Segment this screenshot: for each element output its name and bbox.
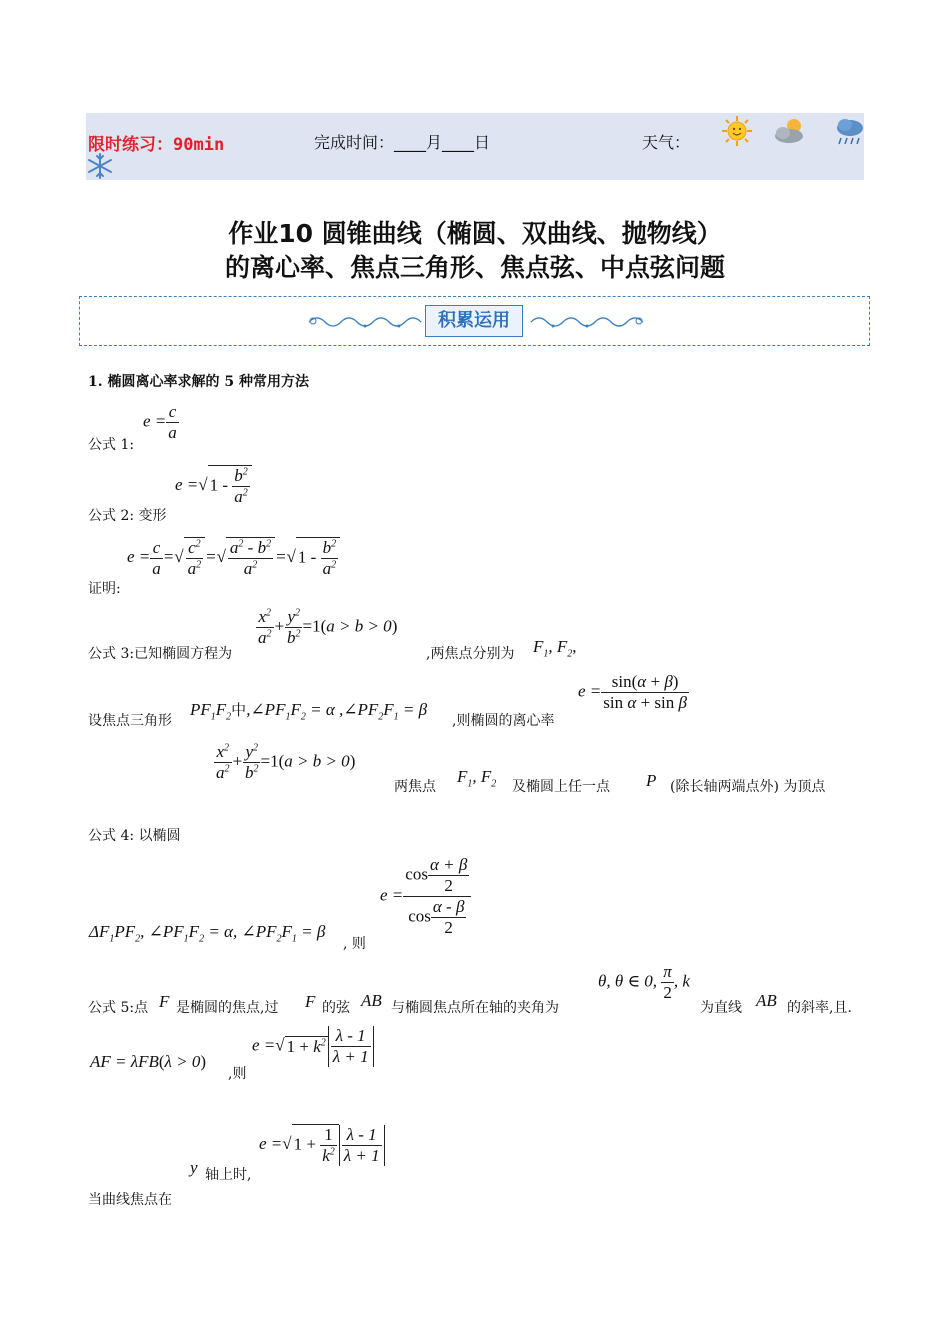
formula4-foci: $F_1$, $F_2$: [457, 767, 497, 790]
formula5-text-b: 是椭圆的焦点,过: [176, 1000, 279, 1016]
formula2-label: 公式 2: 变形: [88, 508, 167, 524]
formula5-condition: AF = λFB(λ > 0): [90, 1052, 207, 1071]
rain-cloud-icon: [833, 116, 867, 148]
partly-cloudy-icon: [771, 116, 811, 146]
page-title-line1: 作业10 圆锥曲线（椭圆、双曲线、抛物线）: [228, 219, 722, 248]
formula5-text-d: 与椭圆焦点所在轴的夹角为: [391, 1000, 559, 1016]
y-axis-text: 轴上时,: [205, 1167, 252, 1183]
formula5-text-e: 为直线: [700, 1000, 742, 1016]
formula5-eccentricity-y: e =√ 1 + $\frac{1}{k^2}$ $\frac{\lambda - 1}{\lambda + 1}$: [259, 1124, 385, 1166]
time-limit-label: 限时练习：90min: [88, 135, 225, 155]
formula5-angle: θ, θ ∈ 0, $\frac{\pi}{2}$ , k: [598, 962, 690, 1002]
wave-decoration-left-icon: [305, 312, 425, 332]
formula3-triangle: $PF_1F_2$中$,\angle PF_1F_2 = \alpha$ $,\angle PF_2F_1 = \beta$: [190, 700, 428, 723]
formula3-text-d: ,则椭圆的离心率: [452, 713, 555, 729]
formula5-text-c: 的弦: [322, 1000, 350, 1016]
completion-time-label: 完成时间：____月____日: [314, 133, 491, 152]
wave-decoration-right-icon: [527, 312, 647, 332]
weather-label: 天气：: [642, 133, 691, 152]
formula4-text-a: 两焦点: [394, 779, 436, 795]
formula4-ellipse-eq: $\frac{x^2}{a^2}$ + $\frac{y^2}{b^2}$ =1(a > b > 0): [216, 742, 356, 782]
formula3-text-a: 公式 3:已知椭圆方程为: [88, 646, 233, 662]
formula4-text-b: 及椭圆上任一点: [512, 779, 610, 795]
formula5-eccentricity-x: e =√ $1 + k^2$ $\frac{\lambda - 1}{\lambda + 1}$: [252, 1026, 374, 1067]
formula3-eccentricity: e = $\frac{\sin(\alpha + \beta)}{\text{sin α + sin β}}$: [578, 672, 687, 712]
formula3-ellipse-eq: $\frac{x^2}{a^2}$ + $\frac{y^2}{b^2}$ =1(a > b > 0): [258, 607, 398, 647]
page-title-line2: 的离心率、焦点三角形、焦点弦、中点弦问题: [224, 253, 725, 282]
formula5-text-f: 的斜率,且.: [787, 1000, 852, 1016]
formula4-then: , 则: [343, 936, 366, 952]
y-axis-symbol: y: [190, 1158, 198, 1177]
formula5-focus-f: F: [159, 992, 170, 1011]
formula1-math: e = $\frac{c}{a}$: [143, 402, 177, 442]
formula1-label: 公式 1:: [88, 437, 135, 453]
snowflake-icon: [86, 152, 114, 180]
formula3-text-c: 设焦点三角形: [88, 713, 172, 729]
formula4-triangle: $\Delta F_1PF_2$, $\angle PF_1F_2 = \alpha$, $\angle PF_2F_1 = \beta$: [89, 922, 326, 945]
proof-label: 证明:: [88, 581, 121, 597]
banner-label: 积累运用: [425, 305, 523, 337]
formula5-text-a: 公式 5:点: [88, 1000, 149, 1016]
formula4-text-c: (除长轴两端点外) 为顶点: [670, 779, 826, 795]
formula5-focus-f2: F: [305, 992, 316, 1011]
formula3-text-b: ,两焦点分别为: [426, 646, 515, 662]
sun-icon: [719, 114, 755, 148]
formula2-math: e =√ 1 - $\frac{b^2}{a^2}$: [175, 465, 252, 507]
formula5-then: ,则: [228, 1066, 247, 1082]
formula5-line-ab: AB: [756, 991, 777, 1010]
formula4-label: 公式 4: 以椭圆: [88, 828, 181, 844]
formula4-point-p: P: [646, 771, 657, 790]
proof-math: e = $\frac{c}{a}$ =√ $\frac{c^2}{a^2}$ =√ $\frac{a^2 - b^2}{a^2}$ =√ 1 - $\frac{b^2}{a^2}$: [127, 537, 340, 579]
section-heading: 1. 椭圆离心率求解的 5 种常用方法: [88, 374, 309, 390]
last-line: 当曲线焦点在: [88, 1192, 172, 1208]
formula5-chord-ab: AB: [361, 991, 382, 1010]
formula3-foci: $F_1$, $F_2$,: [533, 637, 577, 660]
formula4-eccentricity: e = cos $\frac{\alpha + \beta}{2}$ cos $\frac{\alpha - \beta}{2}$: [380, 855, 471, 938]
